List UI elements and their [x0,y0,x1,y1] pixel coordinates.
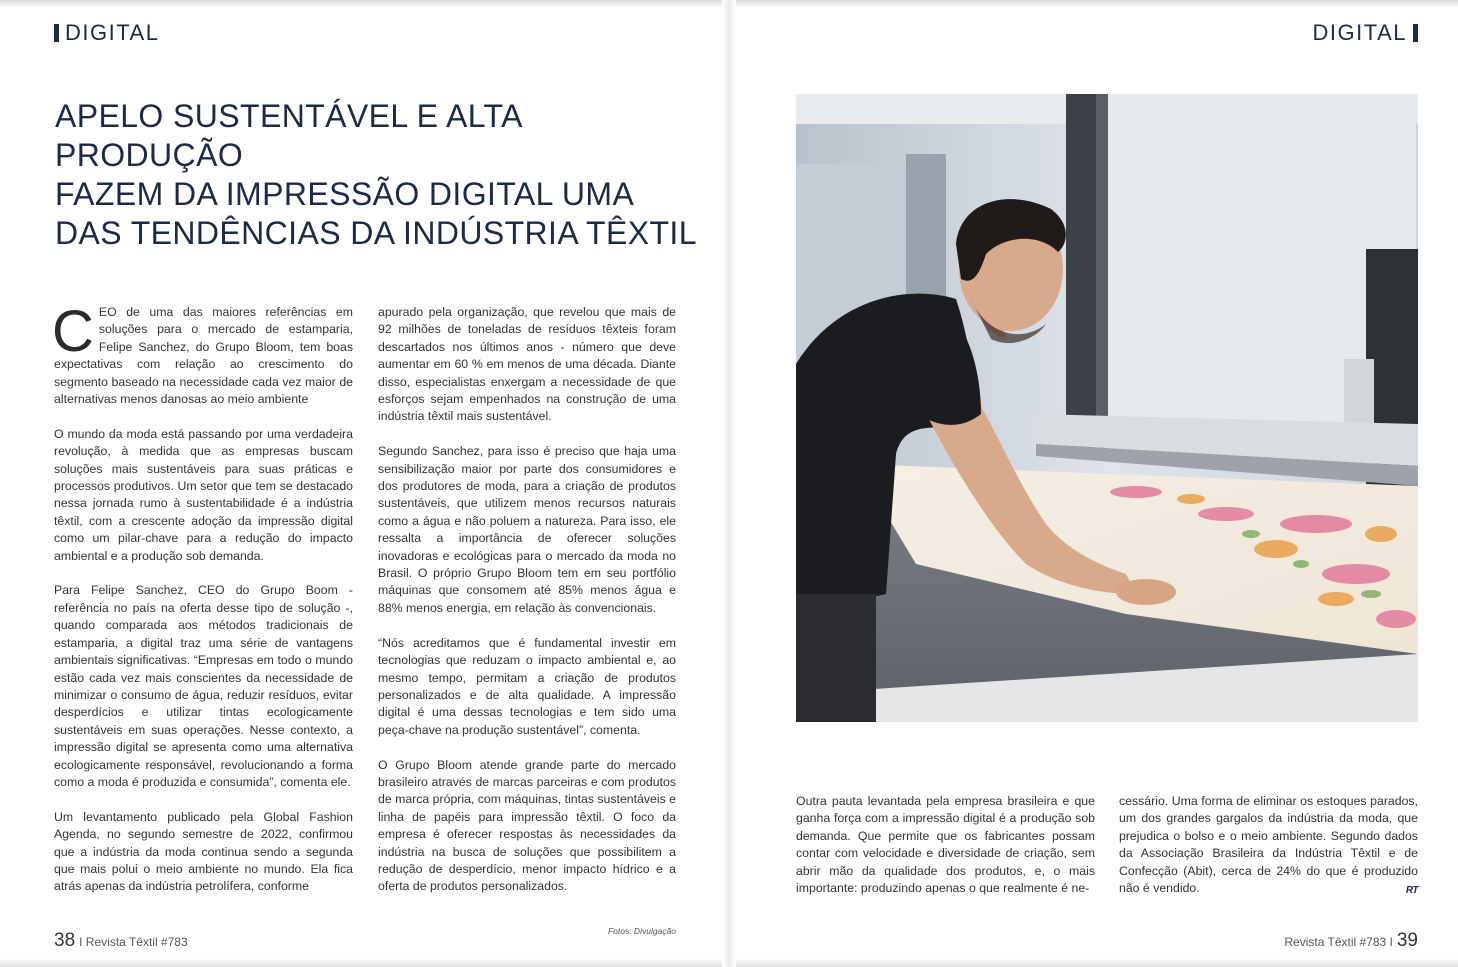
paragraph-text: cessário. Uma forma de eliminar os estoques parados, um dos grandes gargalos da indústria da moda, que prejudica o bolso e o meio ambiente. Segundo dados da Associação Brasileira da Indústria Têxtil e de Confecção (Abit), cerca de 24% do que é produzido não é vendido. [1119,794,1418,896]
section-label-left: DIGITAL [65,20,160,45]
page-number-left: 38 [54,930,76,951]
photo-credit: Fotos: Divulgação [607,926,676,936]
drop-cap: C [52,299,94,364]
headline-line: FAZEM DA IMPRESSÃO DIGITAL UMA [55,176,635,212]
headline-line: APELO SUSTENTÁVEL E ALTA PRODUÇÃO [55,98,522,173]
paragraph: apurado pela organização, que revelou que mais de 92 milhões de toneladas de resíduos têxteis foram descartados nos últimos anos - número que deve aumentar em 60 % em menos de uma década. Diante disso, especialistas enxergam a necessidade de que esforços sejam empenhados na construção de uma indústria têxtil mais sustentável. [378,305,676,424]
folio-right [1284,930,1418,952]
section-label-right: DIGITAL [1312,20,1407,45]
section-tag-right [1313,20,1418,46]
page-gutter [722,0,736,967]
section-tag-left [54,20,159,46]
article-photo [796,94,1418,722]
paragraph: O mundo da moda está passando por uma verdadeira revolução, à medida que as empresas buscam soluções mais sustentáveis para suas práticas e processos produtivos. Um setor que tem se destacado nessa jornada rumo à sustentabilidade é a indústria têxtil, com a crescente adoção da impressão digital como um pilar-chave para a redução do impacto ambiental e a produção sob demanda. [54,426,353,563]
folio-label-left: I Revista Têxtil #783 [79,935,188,949]
paragraph [1119,793,1418,897]
section-bar-icon [54,24,59,42]
folio-label-right: Revista Têxtil #783 I [1284,935,1393,949]
photo-illustration [796,94,1418,722]
folio-left [54,930,188,952]
paragraph: Segundo Sanchez, para isso é preciso que haja uma sensibilização maior por parte dos consumidores e dos produtores de moda, para a criação de produtos sustentáveis, que utilizem menos recursos naturais como a água e não poluem a natureza. Para isso, ele ressalta a importância de oferecer soluções inovadoras e ecológicas para o mercado da moda no Brasil. O próprio Grupo Bloom tem em seu portfólio máquinas que consomem até 85% menos água e 88% menos energia, em relação às convencionais. [378,444,676,615]
text-column-1 [52,299,353,896]
lead-text: EO de uma das maiores referências em soluções para o mercado de estamparia, Felipe Sanchez, do Grupo Bloom, tem boas expectativas com relação ao crescimento do segmento baseado na necessidade cada vez maior de alternativas menos danosas ao meio ambiente [54,305,353,407]
paragraph [52,299,353,408]
headline-line: DAS TENDÊNCIAS DA INDÚSTRIA TÊXTIL [55,215,697,251]
paragraph: Para Felipe Sanchez, CEO do Grupo Boom - referência no país na oferta desse tipo de solução -, quando comparada aos métodos tradicionais de estamparia, a digital traz uma série de vantagens ambientais significativas. “Empresas em todo o mundo estão cada vez mais conscientes da necessidade de minimizar o consumo de água, reduzir resíduos, evitar desperdícios e utilizar tintas ecologicamente sustentáveis em suas operações. Nesse contexto, a impressão digital se apresenta como uma alternativa ecologicamente responsável, revolucionando a forma como a moda é produzida e consumida”, comenta ele. [54,583,353,789]
text-column-3 [796,793,1095,897]
text-column-4 [1119,793,1418,899]
paragraph: O Grupo Bloom atende grande parte do mercado brasileiro através de marcas parceiras e com produtos de marca própria, com máquinas, tintas sustentáveis e linha de papéis para impressão têxtil. O foco da empresa é oferecer respostas às necessidades da indústria na busca de soluções que possibilitem a redução de desperdício, menor impacto hídrico e a oferta de produtos personalizados. [378,757,677,894]
section-bar-icon [1413,24,1418,42]
paragraph: Um levantamento publicado pela Global Fashion Agenda, no segundo semestre de 2022, confirmou que a indústria da moda continua sendo a segunda que mais polui o meio ambiente no mundo. Ela fica atrás apenas da indústria petrolífera, conforme [54,809,353,894]
article-headline [55,97,715,253]
paragraph: Outra pauta levantada pela empresa brasileira e que ganha força com a impressão digital é a produção sob demanda. Que permite que os fabricantes possam contar com velocidade e diversidade de criação, sem abrir mão da qualidade dos produtos, e, o mais importante: produzindo apenas o que realmente é ne- [796,794,1095,896]
paragraph: “Nós acreditamos que é fundamental investir em tecnologias que reduzam o impacto ambiental e, ao mesmo tempo, permitam a criação de produtos personalizados e de alta qualidade. A impressão digital é uma dessas tecnologias e tem sido uma peça-chave na produção sustentável”, comenta. [378,635,676,737]
text-column-2 [378,304,676,896]
end-mark: RT [1405,885,1418,897]
page-number-right: 39 [1396,930,1418,951]
